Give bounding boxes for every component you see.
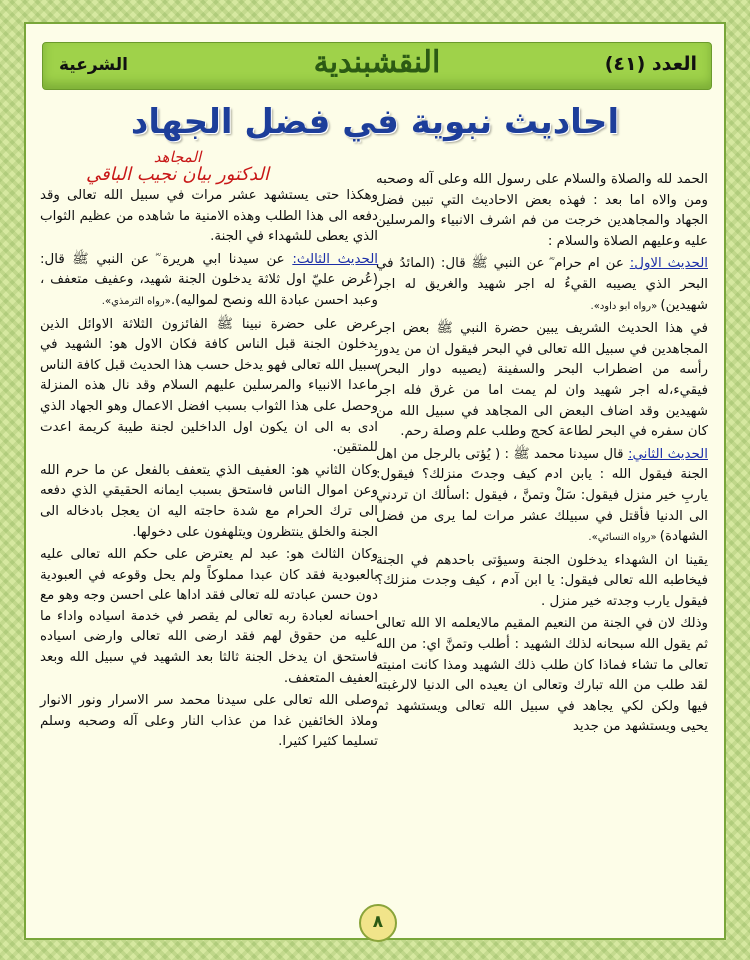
author-name: الدكتور بيان نجيب الباقي [86,164,269,185]
paragraph-text: الحمد لله والصلاة والسلام على رسول الله وعلى آله وصحبه ومن والاه اما بعد : فهذه بعض الاحاديث التي تبين فضل الجهاد والمجاهدين خرجت من فم اشرف الانبياء والمرسلين عليه وعليهم الصلاة والسلام : [376,172,708,249]
hadith-label: الحديث الاول: [629,256,708,272]
paragraph [40,250,378,313]
paragraph [40,461,378,543]
paragraph [40,315,378,459]
author [86,148,269,185]
header-bar [42,42,712,90]
paragraph [376,551,708,613]
hadith-label: الحديث الثاني: [627,446,708,462]
paragraph [40,691,378,753]
paragraph-text: في هذا الحديث الشريف يبين حضرة النبي ﷺ بعض اجر المجاهدين في سبيل الله تعالى في البحر فيقول ان من يدور رأسه من اضطراب البحر والسفينة (يصيبه دوار البحر) فيقيء،له اجر شهيد وان لم يمت اما من غرق فله اجر شهيدين وقد اضاف البعض الى المجاهد في سبيل الله من كان سفره في البحر لطاعة كحج وطلب علم وصلة رحم. [376,321,708,440]
paragraph [376,170,708,252]
paragraph-text: وذلك لان في الجنة من النعيم المقيم مالايعلمه الا الله تعالى ثم يقول الله سبحانه لذلك الشهيد : أطلب وتمنَّ اي: من الله تعالى ما تشاء فماذا كان طلب ذلك الشهيد ومذا كانت امنيته لقد طلب من الله تبارك وتعالى ان يعيده الى الدنيا لالرغبته فيها ولكن لكي يجاهد في سبيل الله تعالى ويستشهد ثم يحيى ويستشهد من جديد [376,616,708,735]
citation: «رواه ابو داود». [590,300,661,312]
article-title: احاديث نبوية في فضل الجهاد [130,102,620,142]
issue-number: العدد (٤١) [604,53,697,75]
paragraph-text: قال سيدنا محمد ﷺ : ( يُؤتى بالرجل من اهل الجنة فيقول الله : يابن ادم كيف وجدتَ منزلك؟ فيقول: ياربِ خير منزل فيقول: سَلْ وتمنَّ ، فيقول :اسألك ان تردني الى الدنيا فأقتل في سبيلك عشر مرات لما يرى من فضل الشهادة) [376,446,708,545]
paragraph-text: عن سيدنا ابي هريرة ؓ عن النبي ﷺ قال: (عُرض عليّ اول ثلاثة يدخلون الجنة شهيد، وعفيف متعفف ، وعبد احسن عبادة الله ونصح لمواليه). [40,251,378,308]
left-column [40,186,378,755]
magazine-logo: النقشبندية [313,45,441,80]
citation: «رواه النسائي». [588,532,660,544]
section-name: الشرعية [59,55,128,75]
paragraph-text: عن ام حرام ؓ عن النبي ﷺ قال: (المائدُ في البحر الذي يصيبه القيءُ له اجر شهيد والغريق له اجر شهيدين) [376,256,708,313]
page-number: ٨ [359,904,397,942]
paragraph [376,319,708,443]
author-label: المجاهد [153,148,202,166]
paragraph-text: وهكذا حتى يستشهد عشر مرات في سبيل الله تعالى وقد دفعه الى هذا الطلب وهذه الامنية ما شاهده من عظيم الثواب الذي يعطى للشهداء في الجنة. [40,188,378,245]
paragraph [40,186,378,248]
paragraph-text: وصلى الله تعالى على سيدنا محمد سر الاسرار ونور الانوار وملاذ الخائفين غدا من عذاب النار وعلى آله وصحبه وسلم تسليما كثيرا كثيرا. [40,693,378,750]
paragraph [40,545,378,689]
paragraph [376,254,708,317]
paragraph [376,445,708,549]
citation: «رواه الترمذي». [101,295,171,307]
paragraph-text: يقينا ان الشهداء يدخلون الجنة وسيؤتى باحدهم في الجنة فيخاطبه الله تعالى فيقول: يا ابن آدم ، كيف وجدت منزلك؟ فيقول يارب وجدته خير منزل . [376,552,708,609]
right-column [376,170,708,740]
paragraph-text: عرض على حضرة نبينا ﷺ الفائزون الثلاثة الاوائل الذين يدخلون الجنة قبل الناس كافة فكان الاول هو: الشهيد في سبيل الله تعالى فهو يدخل حسب هذا الحديث قبل كافة الناس ماعدا الانبياء والمرسلين عليهم السلام وقد نال هذه المنزلة وحصل على هذا الثواب بسبب افضل الاعمال وهو الجهاد الذي ادى به الى ان يكون اول الداخلين لجنة طيبة كريمة اعدت للمتقين. [39,316,378,456]
page [24,22,726,940]
paragraph-text: وكان الثاني هو: العفيف الذي يتعفف بالفعل عن ما حرم الله وعن اموال الناس فاستحق بسبب ايمانه الحقيقي الذي دفعه الى ترك الحرام مع شدة حاجته اليه ان يعجل بادخاله الى الجنة والخلق ينتظرون ويتلهفون على دخولها. [40,462,378,540]
hadith-label: الحديث الثالث: [292,251,378,267]
paragraph [376,614,708,738]
paragraph-text: وكان الثالث هو: عبد لم يعترض على حكم الله تعالى عليه بالعبودية فقد كان عبدا مملوكاً ولم يحل وقوعه في العبودية دون حسن عبادته لله تعالى فقد اداها على احسن وجه وهو مع احسانه لعبادة ربه تعالى لم يقصر في خدمة اسياده واداء ما عليه من حقوق لهم فقد ارضى الله تعالى وارضى اسياده فاستحق ان يدخل الجنة ثالثا بعد الشهيد في سبيل الله وبعد العفيف المتعفف. [40,547,378,686]
